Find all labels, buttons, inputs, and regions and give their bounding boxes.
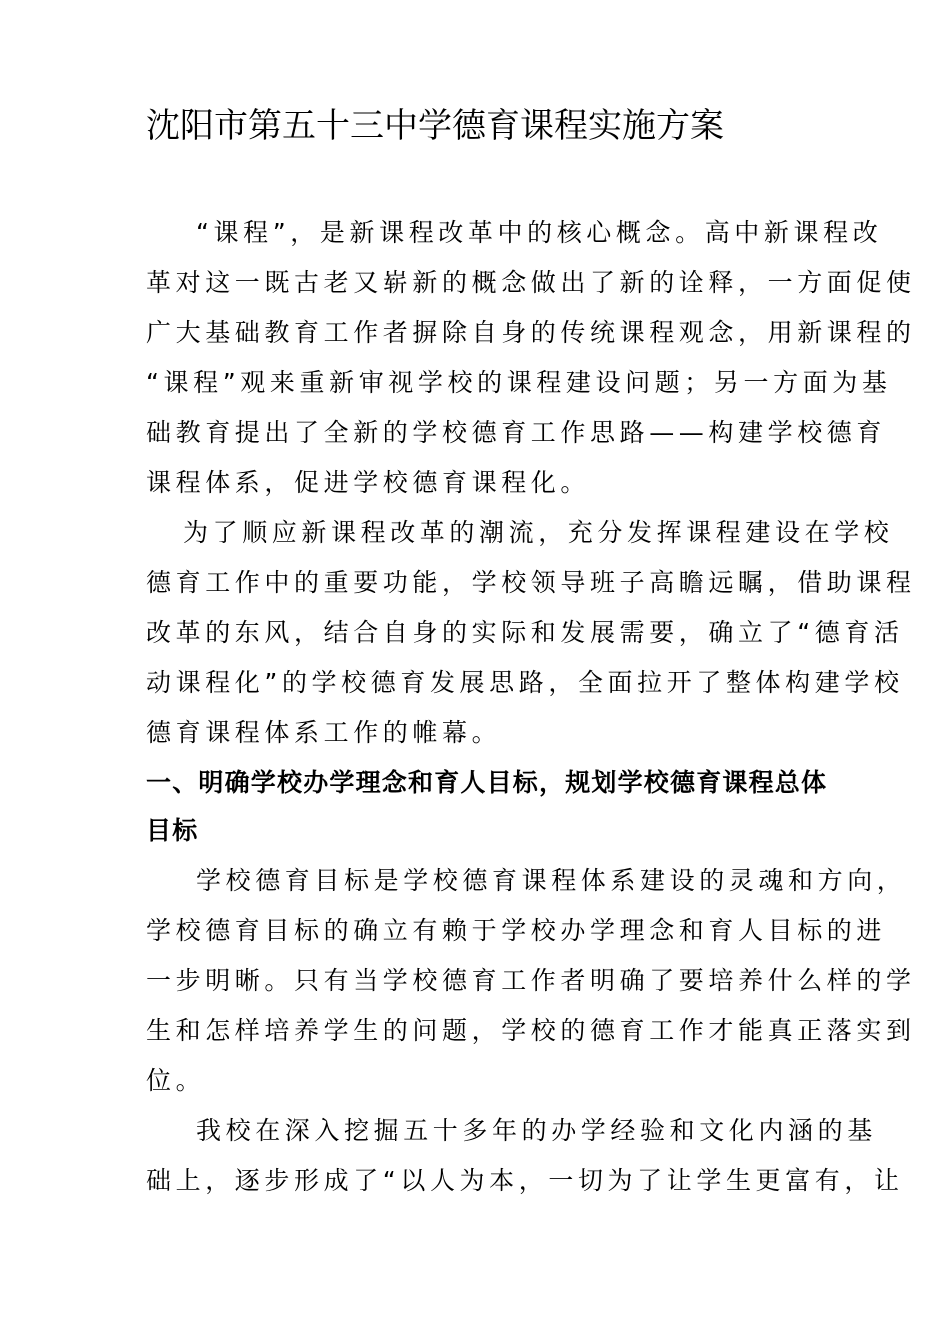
document-title: 沈阳市第五十三中学德育课程实施方案 bbox=[146, 106, 724, 146]
paragraph-1-line-3: 广大基础教育工作者摒除自身的传统课程观念，用新课程的 bbox=[146, 318, 916, 347]
paragraph-2-line-2: 德育工作中的重要功能，学校领导班子高瞻远瞩，借助课程 bbox=[146, 568, 916, 597]
paragraph-2-line-5: 德育课程体系工作的帷幕。 bbox=[146, 718, 502, 747]
paragraph-4-line-1: 我校在深入挖掘五十多年的办学经验和文化内涵的基 bbox=[196, 1116, 877, 1145]
paragraph-4-line-2: 础上，逐步形成了“以人为本，一切为了让学生更富有，让 bbox=[146, 1166, 904, 1195]
section-1-heading-line-1: 一、明确学校办学理念和育人目标，规划学校德育课程总体 bbox=[146, 768, 828, 797]
paragraph-3-line-2: 学校德育目标的确立有赖于学校办学理念和育人目标的进 bbox=[146, 916, 887, 945]
paragraph-1-line-6: 课程体系，促进学校德育课程化。 bbox=[146, 468, 591, 497]
paragraph-3-line-1: 学校德育目标是学校德育课程体系建设的灵魂和方向， bbox=[196, 866, 907, 895]
paragraph-3-line-4: 生和怎样培养学生的问题，学校的德育工作才能真正落实到 bbox=[146, 1016, 916, 1045]
paragraph-1-line-1: “课程”，是新课程改革中的核心概念。高中新课程改 bbox=[196, 218, 883, 247]
paragraph-3-line-3: 一步明晰。只有当学校德育工作者明确了要培养什么样的学 bbox=[146, 966, 916, 995]
paragraph-1-line-4: “课程”观来重新审视学校的课程建设问题；另一方面为基 bbox=[146, 368, 892, 397]
paragraph-2-line-3: 改革的东风，结合自身的实际和发展需要，确立了“德育活 bbox=[146, 618, 904, 647]
section-1-heading-line-2: 目标 bbox=[146, 816, 199, 845]
paragraph-2-line-4: 动课程化”的学校德育发展思路，全面拉开了整体构建学校 bbox=[146, 668, 904, 697]
paragraph-1-line-5: 础教育提出了全新的学校德育工作思路——构建学校德育 bbox=[146, 418, 887, 447]
paragraph-1-line-2: 革对这一既古老又崭新的概念做出了新的诠释，一方面促使 bbox=[146, 268, 916, 297]
paragraph-3-line-5: 位。 bbox=[146, 1066, 206, 1095]
paragraph-2-line-1: 为了顺应新课程改革的潮流，充分发挥课程建设在学校 bbox=[183, 518, 894, 547]
